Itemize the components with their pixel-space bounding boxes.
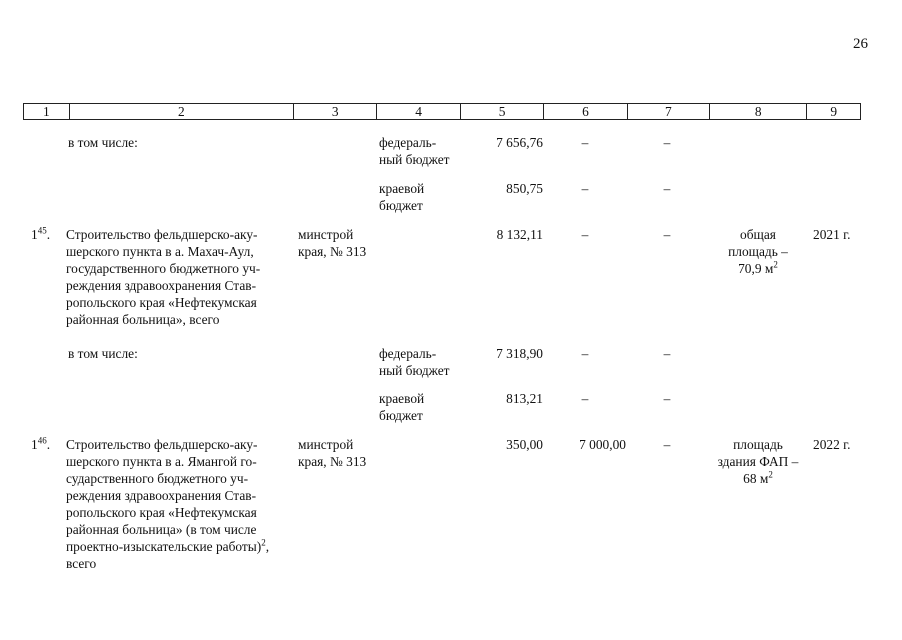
item-146-desc-line: всего — [66, 556, 97, 571]
header-col-8: 8 — [710, 104, 807, 119]
row-b-reg-c7: – — [663, 391, 671, 406]
item-146-c6: 7 000,00 — [579, 437, 626, 452]
item-146-capacity-line2: здания ФАП – — [717, 454, 799, 469]
row-a-fed-source-line1: федераль- — [379, 135, 437, 150]
item-145-desc-line: государственного бюджетного уч- — [66, 261, 261, 276]
item-146-desc-line: шерского пункта в а. Ямангой го- — [66, 454, 257, 469]
item-146-desc-line: реждения здравоохранения Став- — [66, 488, 257, 503]
item-146-desc-line: сударственного бюджетного уч- — [66, 471, 249, 486]
row-a-reg-value: 850,75 — [506, 181, 543, 196]
header-col-6: 6 — [544, 104, 627, 119]
header-col-4: 4 — [377, 104, 460, 119]
item-145-number: $1^{45}$. — [31, 225, 51, 242]
row-a-fed-source — [379, 134, 450, 168]
item-145-desc-line: районная больница», всего — [66, 312, 220, 327]
item-145-year: 2021 г. — [813, 227, 851, 242]
row-b-fed-source-line2: ный бюджет — [379, 363, 450, 378]
item-146-customer-line1: минстрой — [298, 437, 354, 452]
item-145-customer-line1: минстрой — [298, 227, 354, 242]
item-145-desc-line: шерского пункта в а. Махач-Аул, — [66, 244, 254, 259]
item-146-desc-line: Строительство фельдшерско-аку- — [66, 437, 258, 452]
item-146-desc-line: проектно-изыскательские работы)$^2$, — [66, 537, 270, 554]
item-146-customer — [298, 436, 366, 470]
item-146-customer-line2: края, № 313 — [298, 454, 367, 469]
item-145-c6: – — [581, 227, 589, 242]
row-b-reg-source-line2: бюджет — [379, 408, 423, 423]
row-a-reg-source — [379, 180, 424, 214]
item-146-capacity-line3: 68 $м^2$ — [743, 469, 773, 486]
row-b-reg-source — [379, 390, 424, 424]
item-145-description — [66, 226, 293, 328]
item-146-description — [66, 436, 293, 572]
item-145-desc-line: ропольского края «Нефтекумская — [66, 295, 257, 310]
item-146-value: 350,00 — [506, 437, 543, 452]
row-a-reg-source-line1: краевой — [379, 181, 425, 196]
item-145-c7: – — [663, 227, 671, 242]
item-146-desc-line: ропольского края «Нефтекумская — [66, 505, 257, 520]
header-col-5: 5 — [461, 104, 544, 119]
row-b-reg-value: 813,21 — [506, 391, 543, 406]
row-b-reg-c6: – — [581, 391, 589, 406]
row-a-reg-c6: – — [581, 181, 589, 196]
item-145-value: 8 132,11 — [496, 227, 543, 242]
item-145-customer-line2: края, № 313 — [298, 244, 367, 259]
item-145-capacity-line2: площадь – — [728, 244, 788, 259]
row-b-fed-source-line1: федераль- — [379, 346, 437, 361]
page-number: 26 — [853, 36, 868, 52]
item-146-capacity-line1: площадь — [733, 437, 783, 452]
item-145-capacity-line3: 70,9 $м^2$ — [738, 259, 778, 276]
item-146-year: 2022 г. — [813, 437, 851, 452]
row-a-fed-value: 7 656,76 — [496, 135, 543, 150]
header-col-3: 3 — [294, 104, 377, 119]
row-b-reg-source-line1: краевой — [379, 391, 425, 406]
item-146-c7: – — [663, 437, 671, 452]
row-a-fed-c7: – — [663, 135, 671, 150]
header-col-9: 9 — [830, 104, 838, 119]
item-145-capacity — [708, 226, 808, 277]
item-146-number: $1^{46}$. — [31, 435, 51, 452]
row-b-fed-value: 7 318,90 — [496, 346, 543, 361]
item-145-desc-line: реждения здравоохранения Став- — [66, 278, 257, 293]
row-a-fed-source-line2: ный бюджет — [379, 152, 450, 167]
row-a-reg-source-line2: бюджет — [379, 198, 423, 213]
item-145-desc-line: Строительство фельдшерско-аку- — [66, 227, 258, 242]
row-b-fed-c7: – — [663, 346, 671, 361]
header-col-2: 2 — [70, 104, 294, 119]
item-146-capacity — [704, 436, 812, 487]
row-b-label: в том числе: — [68, 346, 138, 361]
header-col-1: 1 — [24, 104, 70, 119]
header-col-7: 7 — [628, 104, 710, 119]
table-header — [23, 103, 861, 120]
row-b-fed-c6: – — [581, 346, 589, 361]
row-a-label: в том числе: — [68, 135, 138, 150]
item-145-capacity-line1: общая — [740, 227, 776, 242]
row-b-fed-source — [379, 345, 450, 379]
item-145-customer — [298, 226, 366, 260]
row-a-fed-c6: – — [581, 135, 589, 150]
item-146-desc-line: районная больница» (в том числе — [66, 522, 257, 537]
row-a-reg-c7: – — [663, 181, 671, 196]
